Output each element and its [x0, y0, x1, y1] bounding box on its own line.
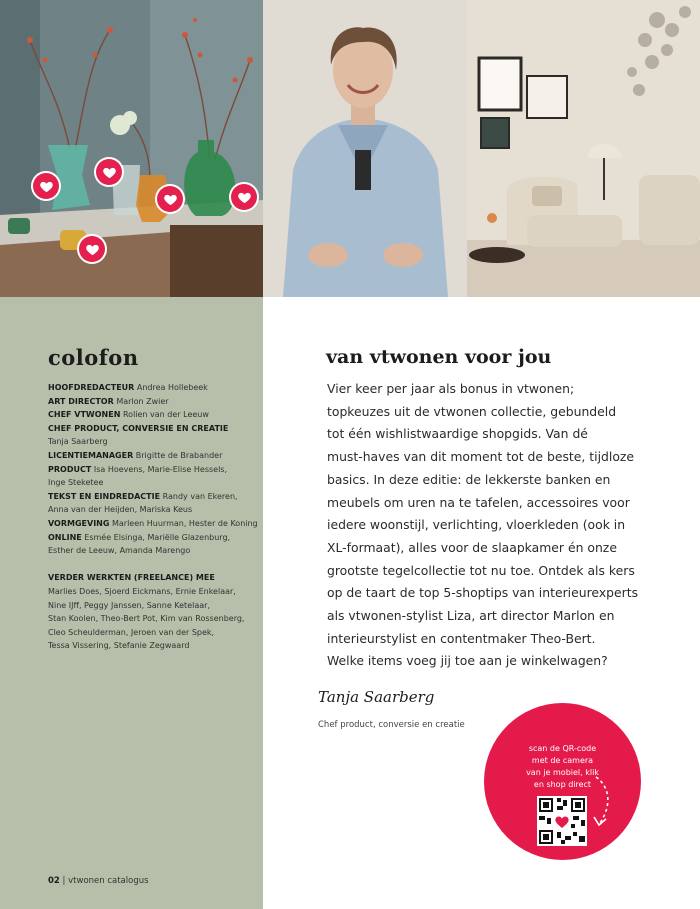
credit-line	[48, 531, 260, 545]
credit-line	[48, 463, 260, 477]
photo-strip	[0, 0, 700, 297]
credit-names: Brigitte de Brabander	[135, 450, 223, 460]
spacer	[48, 558, 260, 572]
intro-line: iedere woonstijl, verlichting, vloerkleden (ook in	[327, 517, 626, 533]
qr-text-line: scan de QR-code	[528, 744, 597, 753]
credit-role: HOOFDREDACTEUR	[48, 383, 135, 392]
intro-line: interieurstylist en contentmaker Theo-Bert.	[327, 630, 596, 646]
credit-role: PRODUCT	[48, 464, 92, 474]
heart-icon[interactable]	[231, 184, 257, 210]
intro-line: tot één wishlistwaardige shopgids. Van dé	[327, 426, 588, 442]
intro-line: XL-formaat), alles voor de slaapkamer én onze	[327, 539, 617, 555]
freelance-line: Nine IJff, Peggy Janssen, Sanne Ketelaar,	[48, 600, 210, 610]
credit-role: VORMGEVING	[48, 518, 110, 528]
intro-line: basics. In deze editie: de lekkerste banken en	[327, 471, 611, 487]
colofon-panel	[0, 297, 263, 909]
freelance-heading	[48, 571, 260, 585]
intro-line: grootste tegelcollectie tot nu toe. Ontdek als kers	[327, 562, 635, 578]
credit-names: Anna van der Heijden, Mariska Keus	[48, 505, 193, 515]
signature: Tanja Saarberg	[318, 688, 435, 706]
credit-line	[48, 422, 260, 436]
living-room-illustration	[467, 0, 700, 297]
credit-line	[48, 408, 260, 422]
freelance-line: Tessa Vissering, Stefanie Zegwaard	[48, 641, 190, 651]
freelance-line: Marlies Does, Sjoerd Eickmans, Ernie Enkelaar,	[48, 586, 236, 596]
freelance-line: Stan Koolen, Theo-Bert Pot, Kim van Rossenberg,	[48, 614, 245, 624]
living-room-photo	[467, 0, 700, 297]
credit-line	[48, 395, 260, 409]
intro-line: als vtwonen-stylist Liza, art director Marlon en	[327, 608, 615, 624]
colofon-title: colofon	[48, 345, 139, 370]
publication-name: vtwonen catalogus	[68, 876, 149, 886]
credit-line	[48, 476, 260, 490]
credit-names: Randy van Ekeren,	[162, 491, 238, 501]
heart-icon[interactable]	[96, 159, 122, 185]
credit-names: Rolien van der Leeuw	[122, 410, 209, 420]
arrow-icon	[588, 775, 618, 831]
intro-line: Welke items voeg jij toe aan je winkelwagen?	[327, 653, 608, 669]
freelance-heading-text: VERDER WERKTEN (FREELANCE) MEE	[48, 573, 215, 583]
qr-text-line: met de camera	[531, 756, 594, 765]
credit-role: CHEF VTWONEN	[48, 410, 121, 420]
portrait-photo	[263, 0, 467, 297]
credits-list	[48, 381, 260, 653]
credit-line	[48, 544, 260, 558]
credit-names: Isa Hoevens, Marie-Elise Hessels,	[93, 464, 228, 474]
credit-role: CHEF PRODUCT, CONVERSIE EN CREATIE	[48, 423, 229, 433]
intro-line: topkeuzes uit de vtwonen collectie, gebundeld	[327, 403, 617, 419]
intro-line: op de taart de top 5-shoptips van interieurexperts	[327, 585, 639, 601]
signature-caption: Chef product, conversie en creatie	[318, 720, 465, 730]
qr-code[interactable]	[537, 796, 587, 846]
portrait-illustration	[263, 0, 467, 297]
page-footer	[48, 876, 149, 886]
credit-names: Esmée Elsinga, Mariëlle Glazenburg,	[84, 532, 231, 542]
credit-names: Inge Steketee	[48, 478, 104, 488]
heart-icon[interactable]	[79, 236, 105, 262]
qr-text-line: en shop direct	[533, 780, 592, 789]
credit-line	[48, 435, 260, 449]
heart-icon[interactable]	[33, 173, 59, 199]
intro-body	[327, 378, 672, 673]
heart-icon[interactable]	[157, 186, 183, 212]
freelance-line: Cleo Scheulderman, Jeroen van der Spek,	[48, 627, 215, 637]
credit-names: Tanja Saarberg	[48, 437, 108, 447]
credit-line	[48, 517, 260, 531]
intro-title: van vtwonen voor jou	[326, 346, 552, 368]
footer-separator: |	[62, 876, 66, 886]
vases-illustration	[0, 0, 263, 297]
qr-badge[interactable]	[484, 703, 641, 860]
intro-line: Vier keer per jaar als bonus in vtwonen;	[327, 381, 575, 396]
credit-names: Marlon Zwier	[116, 396, 169, 406]
credit-line	[48, 503, 260, 517]
qr-code-icon	[537, 796, 587, 846]
credit-line	[48, 449, 260, 463]
credit-role: TEKST EN EINDREDACTIE	[48, 491, 161, 501]
intro-line: must-haves van dit moment tot de beste, tijdloze	[327, 449, 635, 465]
credit-line	[48, 490, 260, 504]
intro-line: meubels om uren na te tafelen, accessoires voor	[327, 494, 630, 510]
credit-role: LICENTIEMANAGER	[48, 450, 134, 460]
vases-photo	[0, 0, 263, 297]
credit-line	[48, 381, 260, 395]
credit-role: ONLINE	[48, 532, 82, 542]
page-number: 02	[48, 876, 60, 886]
qr-text-line: van je mobiel, klik	[526, 768, 599, 777]
credit-names: Andrea Hollebeek	[136, 383, 208, 392]
credit-names: Marleen Huurman, Hester de Koning	[111, 518, 258, 528]
credit-role: ART DIRECTOR	[48, 396, 114, 406]
credit-names: Esther de Leeuw, Amanda Marengo	[48, 546, 191, 556]
